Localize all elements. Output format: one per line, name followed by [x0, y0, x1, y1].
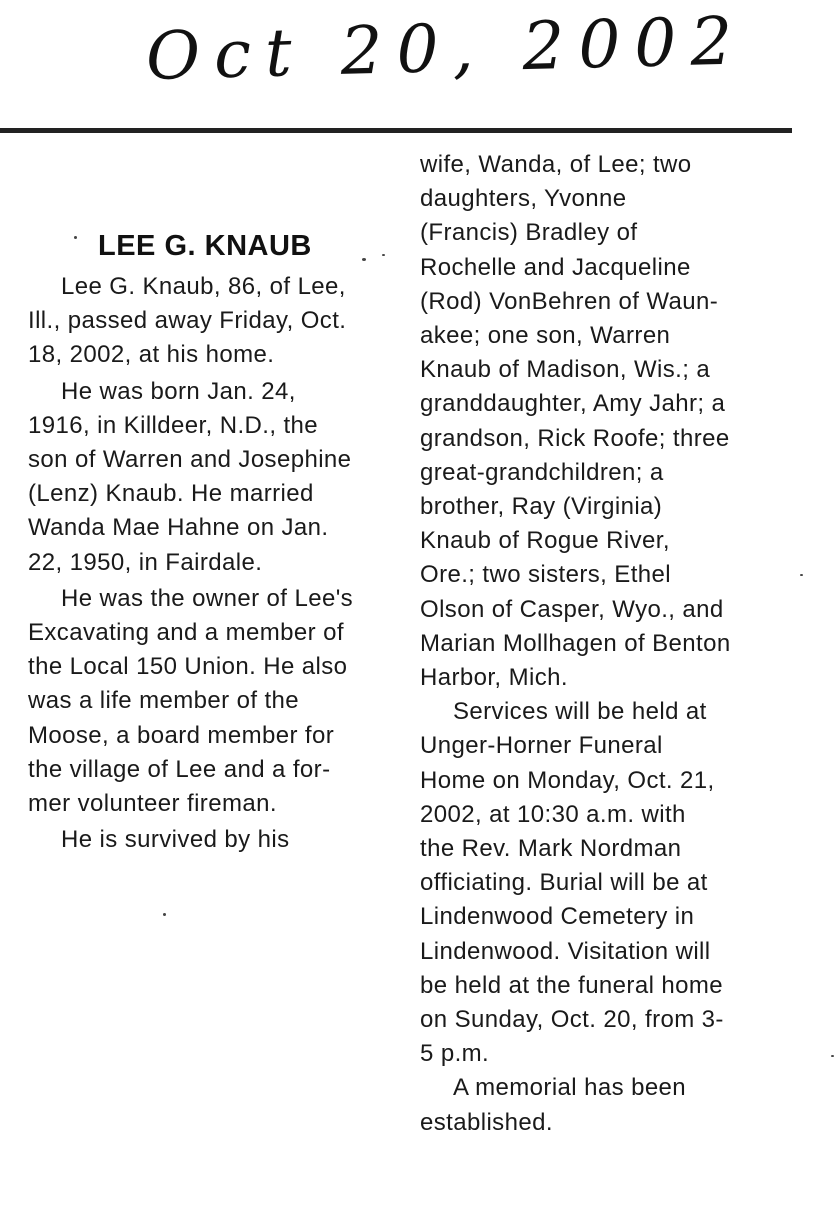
text-line: established.	[420, 1108, 553, 1136]
right-column	[420, 148, 790, 1140]
text-line: akee; one son, Warren	[420, 322, 671, 350]
paragraph-intro	[28, 270, 398, 373]
text-line: granddaughter, Amy Jahr; a	[420, 390, 726, 418]
text-line: Knaub of Rogue River,	[420, 527, 670, 555]
text-line: Ill., passed away Friday, Oct.	[28, 307, 347, 335]
text-line: Home on Monday, Oct. 21,	[420, 766, 715, 794]
text-line: Unger-Horner Funeral	[420, 732, 663, 760]
text-line: 1916, in Killdeer, N.D., the	[28, 411, 319, 439]
paragraph-survivors	[420, 148, 790, 695]
scan-speck	[74, 236, 77, 239]
scan-speck	[382, 254, 385, 256]
left-column	[28, 228, 398, 857]
scan-speck	[831, 1055, 834, 1057]
text-line: wife, Wanda, of Lee; two	[420, 151, 692, 178]
text-line: 22, 1950, in Fairdale.	[28, 548, 263, 576]
text-line: the Rev. Mark Nordman	[420, 835, 682, 863]
text-line: Rochelle and Jacqueline	[420, 253, 691, 281]
obituary-headline: LEE G. KNAUB	[98, 230, 312, 262]
text-line: Marian Mollhagen of Benton	[420, 629, 731, 657]
text-line: Services will be held at	[453, 698, 707, 726]
text-line: 2002, at 10:30 a.m. with	[420, 800, 686, 828]
text-line: great-grandchildren; a	[420, 458, 664, 486]
text-line: mer volunteer fireman.	[28, 790, 277, 818]
text-line: son of Warren and Josephine	[28, 446, 352, 474]
text-line: on Sunday, Oct. 20, from 3-	[420, 1006, 724, 1034]
text-line: He is survived by his	[61, 826, 290, 854]
paragraph-career	[28, 582, 398, 821]
text-line: Lindenwood. Visitation will	[420, 937, 711, 965]
text-line: Wanda Mae Hahne on Jan.	[28, 514, 329, 542]
text-line: Excavating and a member of	[28, 619, 344, 647]
text-line: Lindenwood Cemetery in	[420, 903, 695, 931]
text-line: Olson of Casper, Wyo., and	[420, 595, 724, 623]
text-line: Ore.; two sisters, Ethel	[420, 561, 672, 589]
text-line: (Rod) VonBehren of Waun-	[420, 287, 719, 315]
text-line: Harbor, Mich.	[420, 664, 568, 692]
scan-speck	[163, 913, 166, 916]
text-line: the Local 150 Union. He also	[28, 653, 348, 681]
paragraph-survivors-start	[28, 823, 398, 857]
text-line: He was born Jan. 24,	[61, 377, 296, 405]
text-line: be held at the funeral home	[420, 971, 724, 999]
text-line: was a life member of the	[28, 687, 300, 715]
text-line: 18, 2002, at his home.	[28, 341, 275, 369]
text-line: He was the owner of Lee's	[61, 584, 354, 612]
paragraph-memorial	[420, 1071, 790, 1139]
left-column-body	[28, 270, 398, 857]
text-line: (Francis) Bradley of	[420, 219, 638, 247]
text-line: Lee G. Knaub, 86, of Lee,	[61, 273, 346, 300]
text-line: grandson, Rick Roofe; three	[420, 424, 730, 452]
text-line: (Lenz) Knaub. He married	[28, 480, 314, 508]
scan-speck	[362, 258, 366, 261]
column-rule	[0, 128, 792, 133]
right-column-body	[420, 148, 790, 1140]
text-line: A memorial has been	[453, 1074, 687, 1102]
scan-speck	[800, 574, 803, 576]
text-line: Knaub of Madison, Wis.; a	[420, 356, 711, 384]
text-line: 5 p.m.	[420, 1040, 490, 1068]
paragraph-services	[420, 695, 790, 1071]
text-line: brother, Ray (Virginia)	[420, 493, 663, 521]
handwritten-date: Oct 20, 2002	[145, 2, 748, 95]
text-line: daughters, Yvonne	[420, 185, 627, 213]
text-line: Moose, a board member for	[28, 721, 335, 749]
text-line: officiating. Burial will be at	[420, 869, 708, 897]
paragraph-birth	[28, 375, 398, 580]
text-line: the village of Lee and a for-	[28, 755, 331, 783]
